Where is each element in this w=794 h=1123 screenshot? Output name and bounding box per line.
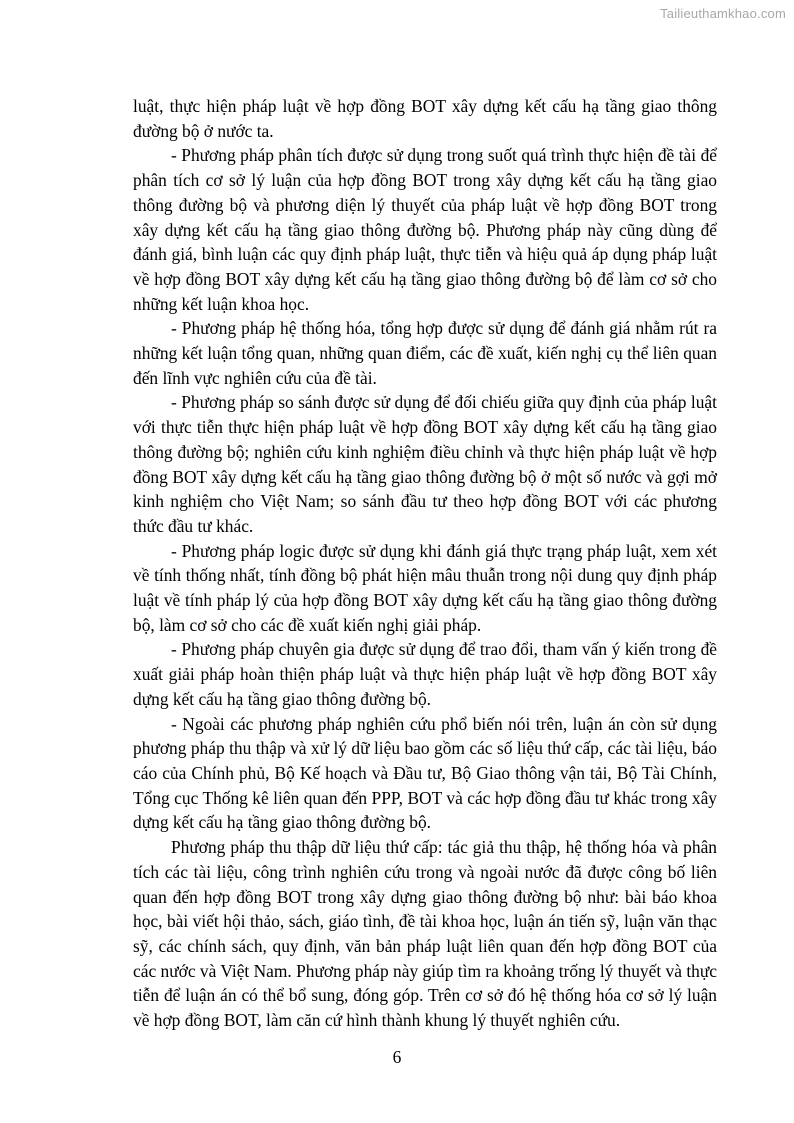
paragraph-analysis-method: - Phương pháp phân tích được sử dụng trong suốt quá trình thực hiện đề tài để phân tích cơ sở lý luận của hợp đồng BOT trong xây dựng kết cấu hạ tầng giao thông đường bộ và phương diện lý thuyết của pháp luật về hợp đồng BOT trong xây dựng kết cấu hạ tầng giao thông đường bộ. Phương pháp này cũng dùng để đánh giá, bình luận các quy định pháp luật, thực tiễn và hiệu quả áp dụng pháp luật về hợp đồng BOT xây dựng kết cấu hạ tầng giao thông đường bộ để làm cơ sở cho những kết luận khoa học. [133,145,717,314]
page-body [133,94,717,1033]
paragraph-logic-method: - Phương pháp logic được sử dụng khi đánh giá thực trạng pháp luật, xem xét về tính thống nhất, tính đồng bộ phát hiện mâu thuẫn trong nội dung quy định pháp luật về tính pháp lý của hợp đồng BOT xây dựng kết cấu hạ tầng giao thông đường bộ, làm cơ sở cho các đề xuất kiến nghị giải pháp. [133,540,717,635]
paragraph-expert-method: - Phương pháp chuyên gia được sử dụng để trao đổi, tham vấn ý kiến trong đề xuất giải pháp hoàn thiện pháp luật và thực hiện pháp luật về hợp đồng BOT xây dựng kết cấu hạ tầng giao thông đường bộ. [133,639,717,709]
paragraph-comparison-method: - Phương pháp so sánh được sử dụng để đối chiếu giữa quy định của pháp luật với thực tiễn thực hiện pháp luật về hợp đồng BOT xây dựng kết cấu hạ tầng giao thông đường bộ; nghiên cứu kinh nghiệm điều chỉnh và thực hiện pháp luật về hợp đồng BOT xây dựng kết cấu hạ tầng giao thông đường bộ ở một số nước và gợi mở kinh nghiệm cho Việt Nam; so sánh đầu tư theo hợp đồng BOT với các phương thức đầu tư khác. [133,392,717,536]
page-number: 6 [392,1047,402,1067]
paragraph-data-collection: - Ngoài các phương pháp nghiên cứu phổ biến nói trên, luận án còn sử dụng phương pháp thu thập và xử lý dữ liệu bao gồm các số liệu thứ cấp, các tài liệu, báo cáo của Chính phủ, Bộ Kế hoạch và Đầu tư, Bộ Giao thông vận tải, Bộ Tài Chính, Tổng cục Thống kê liên quan đến PPP, BOT và các hợp đồng đầu tư khác trong xây dựng kết cấu hạ tầng giao thông đường bộ. [133,713,717,833]
paragraph-secondary-data: Phương pháp thu thập dữ liệu thứ cấp: tác giả thu thập, hệ thống hóa và phân tích các tài liệu, công trình nghiên cứu trong và ngoài nước đã được công bố liên quan đến hợp đồng BOT trong xây dựng giao thông đường bộ như: bài báo khoa học, bài viết hội thảo, sách, giáo tình, đề tài khoa học, luận án tiến sỹ, luận văn thạc sỹ, các chính sách, quy định, văn bản pháp luật liên quan đến hợp đồng BOT của các nước và Việt Nam. Phương pháp này giúp tìm ra khoảng trống lý thuyết và thực tiễn để luận án có thể bổ sung, đóng góp. Trên cơ sở đó hệ thống hóa cơ sở lý luận về hợp đồng BOT, làm căn cứ hình thành khung lý thuyết nghiên cứu. [133,837,717,1031]
paragraph-continuation: luật, thực hiện pháp luật về hợp đồng BOT xây dựng kết cấu hạ tầng giao thông đường bộ ở nước ta. [133,96,717,141]
watermark: Tailieuthamkhao.com [660,6,786,21]
paragraph-synthesis-method: - Phương pháp hệ thống hóa, tổng hợp được sử dụng để đánh giá nhằm rút ra những kết luận tổng quan, những quan điểm, các đề xuất, kiến nghị cụ thể liên quan đến lĩnh vực nghiên cứu của đề tài. [133,318,717,388]
